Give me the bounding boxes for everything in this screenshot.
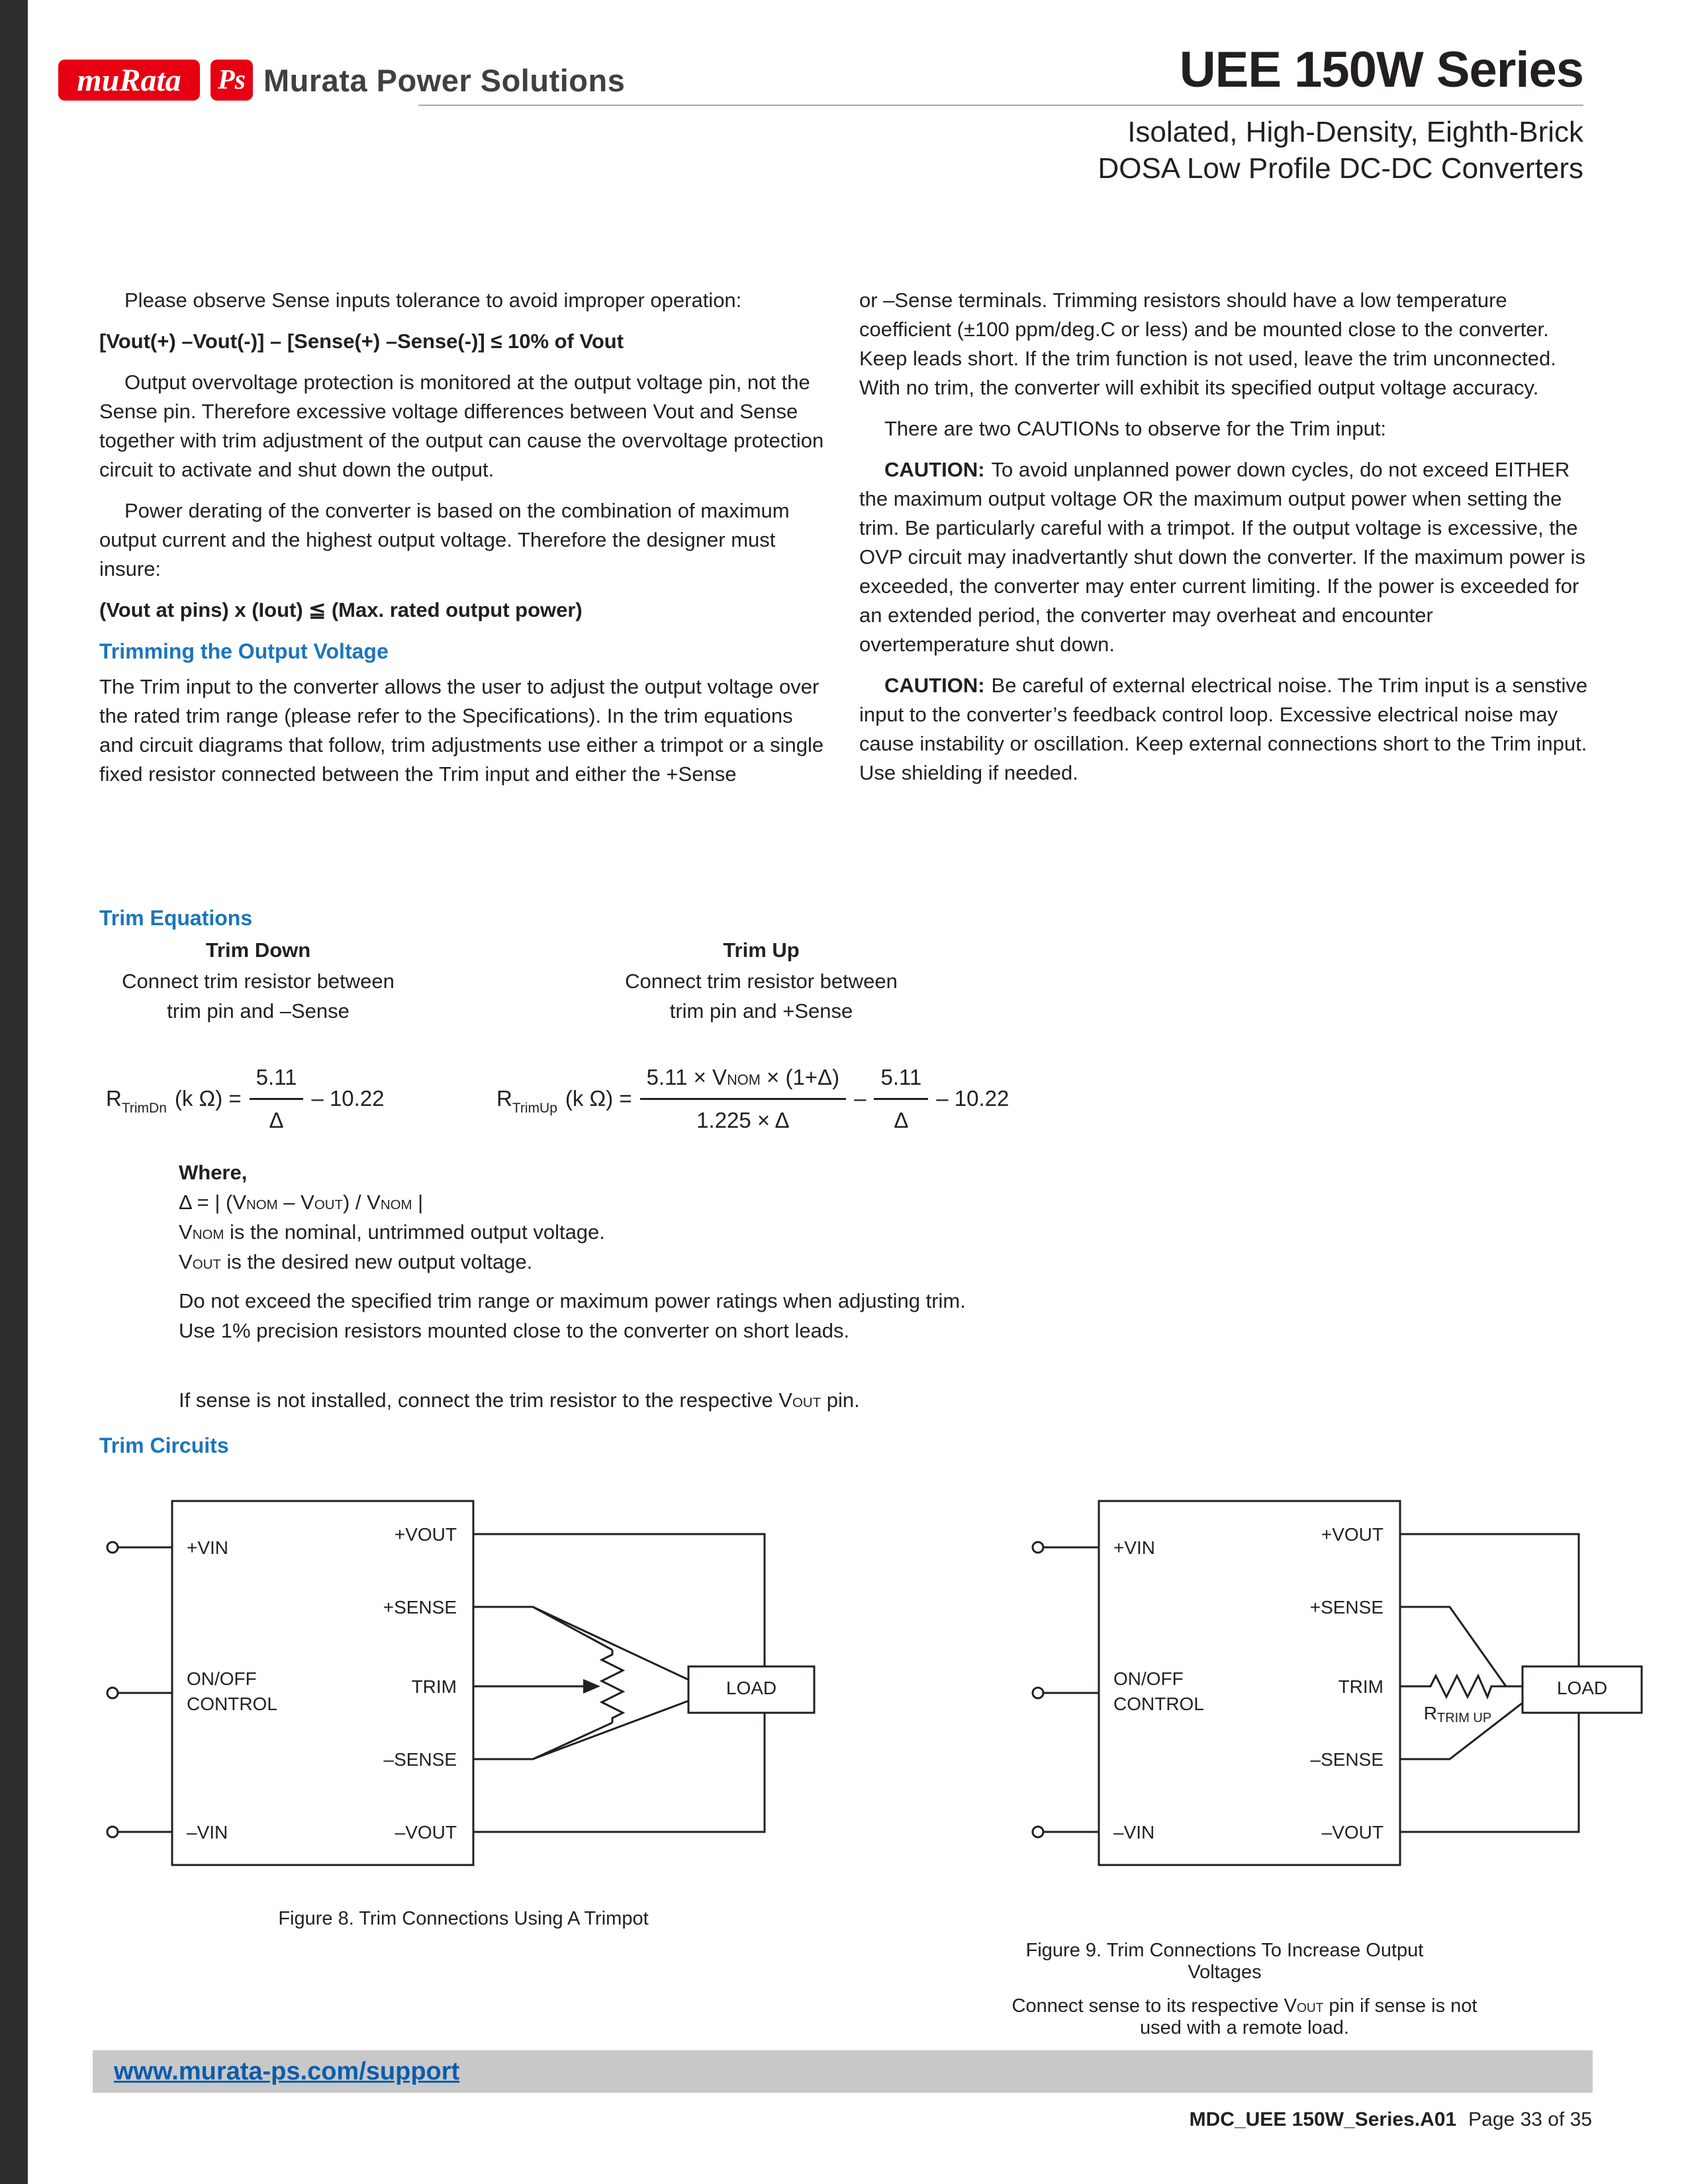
eq-up-fraction-2: $\frac{5.11}{\Delta}$ [874, 1062, 928, 1136]
paragraph-derating: Power derating of the converter is based on the combination of maximum output current and the highest output voltage. Therefore the designer must insure: [99, 499, 790, 581]
fig9-pin-sense-pos-label: +SENSE [1309, 1597, 1383, 1617]
fig8-pin-vout-pos-label: +VOUT [394, 1524, 457, 1545]
section-heading-trim-equations: Trim Equations [99, 906, 253, 930]
fig8-pin-vin-pos-label: +VIN [187, 1537, 229, 1558]
fig9-trim-up-resistor-label: RTRIM UP [1423, 1703, 1492, 1725]
eq-down-fraction: $\frac{5.11}{\Delta}$ [250, 1062, 304, 1136]
equation-trim-down [106, 1062, 385, 1136]
formula-max-power: (Vout at pins) x (Iout) ≦ (Max. rated output power) [99, 598, 583, 622]
eq-up-equals: (k Ω) = [565, 1086, 632, 1111]
wire-vout-neg [1400, 1713, 1579, 1832]
logo-wordmark: Murata Power Solutions [263, 62, 626, 98]
trim-down-subtitle-1: Connect trim resistor between [122, 969, 395, 993]
header-divider [418, 105, 1583, 106]
where-definitions [179, 1158, 605, 1277]
terminal-circle-vin-pos [107, 1542, 118, 1553]
figure9-caption: Figure 9. Trim Connections To Increase Output Voltages [1025, 1940, 1424, 1983]
formula-sense-tolerance: [Vout(+) –Vout(-)] – [Sense(+) –Sense(-)] ≤ 10% of Vout [99, 330, 624, 353]
trim-up-subtitle-2: trim pin and +Sense [669, 999, 853, 1023]
ps-logo [211, 60, 253, 101]
wire-vout-pos [1400, 1534, 1579, 1666]
fig9-pin-vin-neg-label: –VIN [1113, 1822, 1155, 1843]
trimpot-wiper-arrow [583, 1679, 600, 1694]
fig9-pin-onoff-label-1: ON/OFF [1113, 1668, 1184, 1689]
figure8-trim-circuit [99, 1481, 827, 1930]
where-delta-definition: Δ = | (VNOM – VOUT) / VNOM | [179, 1190, 424, 1214]
fig9-pin-vout-pos-label: +VOUT [1321, 1524, 1383, 1545]
paragraph-two-cautions: There are two CAUTIONs to observe for the Trim input: [884, 417, 1387, 441]
wire-sense-pos-to-trimpot [473, 1607, 612, 1650]
caution-1-text: To avoid unplanned power down cycles, do not exceed EITHER the maximum output voltage OR the maximum output power when setting the trim. Be particularly careful with a trimpot. If the output voltage is excessive, the OVP circuit may inadvertantly shut down the converter. If the maximum power is exceeded, the converter may enter current limiting. If the power is exceeded for an extended period, the converter may overheat and encounter overtemperature shut down. [859, 458, 1585, 657]
scan-edge-shadow [0, 0, 28, 2184]
caution-2-label: CAUTION: [884, 674, 985, 698]
terminal-circle-vin-pos [1033, 1542, 1043, 1553]
trim-equations-section [99, 895, 1587, 1412]
section-heading-trimming: Trimming the Output Voltage [99, 639, 389, 664]
right-column [859, 286, 1589, 799]
left-column [99, 286, 825, 801]
page-title: UEE 150W Series [1179, 42, 1583, 98]
paragraph-trim-intro: The Trim input to the converter allows the user to adjust the output voltage over the rated trim range (please refer to the Specifications). In the trim equations and circuit diagrams that follow, trim adjustments use either a trimpot or a single fixed resistor connected between the Trim input and either the +Sense [99, 674, 824, 786]
paragraph-caution-2 [859, 671, 1589, 788]
figure9-circuit-diagram [993, 1481, 1688, 1878]
trim-down-title: Trim Down [205, 938, 311, 962]
figure9-trim-circuit [993, 1481, 1688, 2039]
eq-up-minus: – [854, 1086, 867, 1111]
paragraph-sense-tolerance: Please observe Sense inputs tolerance to avoid improper operation: [124, 289, 742, 312]
trim-note-1: Do not exceed the specified trim range or maximum power ratings when adjusting trim. [179, 1289, 966, 1312]
figure8-caption: Figure 8. Trim Connections Using A Trimpot [278, 1908, 649, 1929]
where-vnom-definition: VNOM is the nominal, untrimmed output voltage. [179, 1220, 605, 1244]
paragraph-ovp: Output overvoltage protection is monitored at the output voltage pin, not the Sense pin. Therefore excessive voltage differences between Vout and Sense together with trim adjustment of the output can cause the overvoltage protection circuit to activate and shut down the output. [99, 371, 824, 482]
fig8-pin-onoff-label-1: ON/OFF [187, 1668, 257, 1689]
trim-up-header [616, 936, 907, 1026]
fig9-pin-sense-neg-label: –SENSE [1310, 1749, 1383, 1770]
footer-bar [93, 2050, 1593, 2093]
paragraph-trim-intro-cont: or –Sense terminals. Trimming resistors should have a low temperature coefficient (±100 ppm/deg.C or less) and be mounted close to the converter. Keep leads short. If the trim function is not used, leave the trim unconnected. With no trim, the converter will exhibit its specified output voltage accuracy. [859, 289, 1556, 400]
terminal-circle-vin-neg [107, 1827, 118, 1837]
trim-note-2: Use 1% precision resistors mounted close to the converter on short leads. [179, 1318, 850, 1342]
fig9-load-label: LOAD [1556, 1678, 1608, 1698]
fig8-pin-trim-label: TRIM [411, 1676, 457, 1697]
trim-up-resistor [1427, 1676, 1523, 1697]
paragraph-caution-1 [859, 455, 1589, 659]
where-label: Where, [179, 1161, 248, 1184]
trim-down-subtitle-2: trim pin and –Sense [167, 999, 350, 1023]
trimpot-resistor [602, 1650, 623, 1723]
document-id: MDC_UEE 150W_Series.A01 [1189, 2109, 1457, 2130]
wire-sense-neg-to-load [533, 1701, 688, 1759]
caution-1-label: CAUTION: [884, 458, 985, 482]
fig9-pin-vin-pos-label: +VIN [1113, 1537, 1156, 1558]
where-vout-definition: VOUT is the desired new output voltage. [179, 1250, 533, 1273]
caution-2-text: Be careful of external electrical noise. The Trim input is a senstive input to the converter’s feedback control loop. Excessive electrical noise may cause instability or oscillation. Keep external connections short to the Trim input. Use shielding if needed. [859, 674, 1588, 785]
trim-notes [179, 1287, 966, 1346]
fig8-pin-sense-neg-label: –SENSE [383, 1749, 457, 1770]
terminal-circle-onoff [1033, 1688, 1043, 1698]
murata-logo [58, 60, 200, 101]
fig8-load-label: LOAD [726, 1678, 777, 1698]
ps-logo-text: Ps [218, 65, 246, 95]
wire-sense-pos-to-load [533, 1607, 688, 1680]
subtitle-line-1: Isolated, High-Density, Eighth-Brick [1127, 116, 1583, 148]
trim-down-header [113, 936, 404, 1026]
terminal-circle-vin-neg [1033, 1827, 1043, 1837]
equation-trim-up [496, 1062, 1009, 1136]
eq-up-tail: – 10.22 [936, 1086, 1009, 1111]
wire-sense-pos [1400, 1607, 1506, 1686]
page-number: Page 33 of 35 [1468, 2109, 1592, 2130]
eq-up-variable: $R_{TrimUp}$ [496, 1086, 557, 1116]
murata-logo-group [58, 60, 625, 101]
support-link[interactable]: www.murata-ps.com/support [114, 2057, 460, 2085]
fig8-pin-vout-neg-label: –VOUT [395, 1822, 457, 1843]
fig8-pin-onoff-label-2: CONTROL [187, 1694, 277, 1714]
eq-down-variable: $R_{TrimDn}$ [106, 1086, 167, 1116]
fig9-pin-onoff-label-2: CONTROL [1113, 1694, 1204, 1714]
wire-sense-neg-to-trimpot [473, 1723, 612, 1759]
footer-document-info [1190, 2109, 1592, 2131]
trim-note-3: If sense is not installed, connect the trim resistor to the respective VOUT pin. [179, 1388, 860, 1412]
figure8-circuit-diagram [99, 1481, 827, 1878]
fig9-pin-vout-neg-label: –VOUT [1321, 1822, 1383, 1843]
fig9-pin-labels [1113, 1524, 1607, 1843]
figure9-note: Connect sense to its respective VOUT pin if sense is not used with a remote load. [1011, 1995, 1477, 2038]
terminal-circle-onoff [107, 1688, 118, 1698]
eq-down-equals: (k Ω) = [174, 1086, 242, 1111]
fig8-pin-vin-neg-label: –VIN [187, 1822, 228, 1843]
section-heading-trim-circuits: Trim Circuits [99, 1433, 229, 1457]
eq-up-fraction-1: $\frac{\text{5.11 × VNOM × (1+Δ)}}{1.225 \times \Delta}$ [640, 1062, 846, 1136]
trim-up-title: Trim Up [723, 938, 800, 962]
wire-vout-neg [473, 1713, 765, 1832]
eq-down-tail: – 10.22 [311, 1086, 385, 1111]
fig8-pin-sense-pos-label: +SENSE [383, 1597, 457, 1617]
subtitle-line-2: DOSA Low Profile DC-DC Converters [1098, 152, 1583, 185]
murata-logo-text: muRata [77, 62, 181, 98]
document-subtitle [1098, 114, 1583, 187]
fig9-pin-trim-label: TRIM [1338, 1676, 1383, 1697]
trim-up-subtitle-1: Connect trim resistor between [625, 969, 898, 993]
